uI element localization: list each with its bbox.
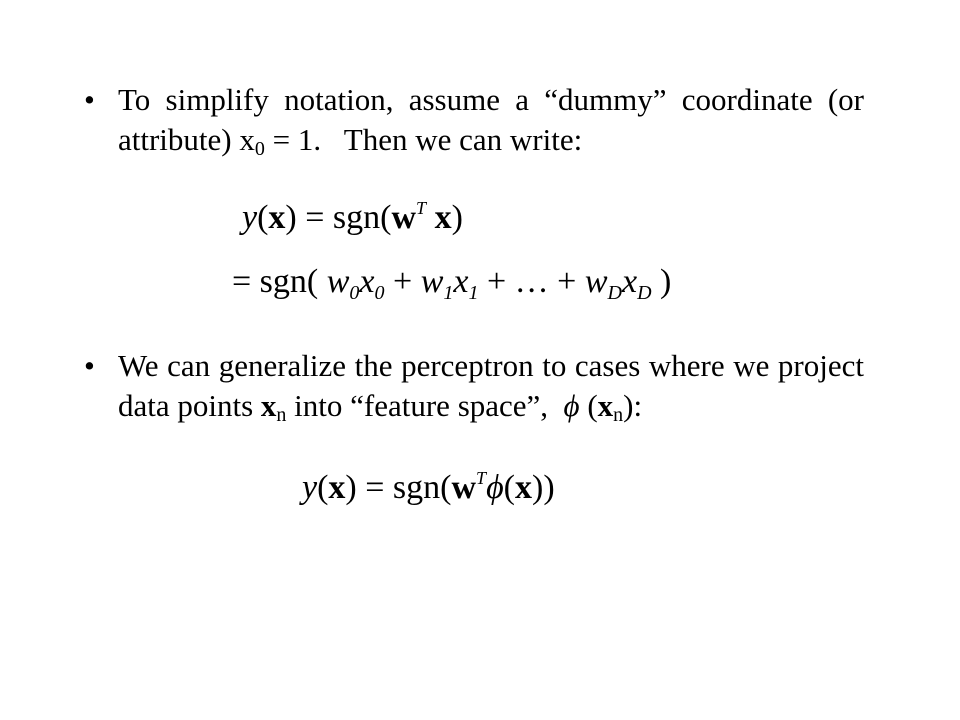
eq1-sgn: ) = sgn( (285, 199, 392, 236)
eq1-open: ( (257, 199, 269, 236)
bullet-marker: • (84, 82, 95, 117)
eq2-x1-sub: 1 (468, 282, 479, 304)
bullet-2-subscript-n: n (276, 404, 287, 426)
bullet-2-bold-x2: x (597, 388, 614, 423)
eq2-xD: x (621, 263, 638, 300)
eq2-w0: w (326, 263, 350, 300)
eq3-sgn: ) = sgn( (345, 469, 452, 506)
bullet-item-1 (84, 80, 864, 160)
eq2-xD-sub: D (637, 282, 652, 304)
eq1-close: ) (451, 199, 463, 236)
eq2-x1: x (453, 263, 469, 300)
eq2-w0-sub: 0 (349, 282, 360, 304)
bullet-2-subscript-n2: n (613, 404, 624, 426)
eq3-x-bold: x (328, 469, 346, 506)
bullet-2-text-c: ( (579, 388, 598, 423)
eq3-close: )) (532, 469, 555, 506)
bullet-1-text-a: To simplify notation, assume a “dummy” coordinate (or attribute) x (118, 82, 864, 157)
eq1-w-bold: w (391, 199, 417, 236)
eq2-w1: w (420, 263, 444, 300)
eq2-plus1: + (384, 263, 421, 300)
eq2-x0: x (359, 263, 375, 300)
bullet-1-text-b: = 1. Then we can write: (264, 122, 583, 157)
eq3-w-bold: w (451, 469, 477, 506)
bullet-marker: • (84, 348, 95, 383)
bullet-2-bold-x: x (260, 388, 277, 423)
eq3-phi: ϕ (486, 469, 504, 506)
eq1-x-bold: x (268, 199, 286, 236)
eq2-w1-sub: 1 (443, 282, 454, 304)
bullet-2-text-b: into “feature space”, (286, 388, 564, 423)
bullet-1-subscript: 0 (254, 138, 265, 160)
eq1-x2-bold: x (426, 199, 452, 236)
eq2-plus2: + … + (478, 263, 585, 300)
equation-2 (232, 262, 671, 302)
eq2-wD: w (584, 263, 608, 300)
bullet-item-2 (84, 346, 872, 426)
eq2-x0-sub: 0 (374, 282, 385, 304)
bullet-2-phi: ϕ (563, 388, 580, 423)
bullet-text-1 (118, 80, 864, 160)
bullet-2-text-a: We can generalize the perceptron to cases where we project data points (118, 348, 872, 423)
eq1-y: y (242, 199, 258, 236)
bullet-text-2 (118, 346, 872, 426)
eq3-open: ( (317, 469, 329, 506)
eq3-paren-open: ( (503, 469, 515, 506)
bullet-2-text-d: ): (623, 388, 643, 423)
equation-1 (242, 198, 463, 238)
eq3-y: y (302, 469, 318, 506)
eq2-prefix: = sgn( (232, 263, 327, 300)
equation-3 (302, 468, 555, 508)
eq2-wD-sub: D (607, 282, 622, 304)
eq3-transpose: T (476, 468, 487, 488)
eq1-transpose: T (416, 198, 427, 218)
eq2-close: ) (651, 263, 672, 300)
eq3-x2-bold: x (515, 469, 532, 506)
